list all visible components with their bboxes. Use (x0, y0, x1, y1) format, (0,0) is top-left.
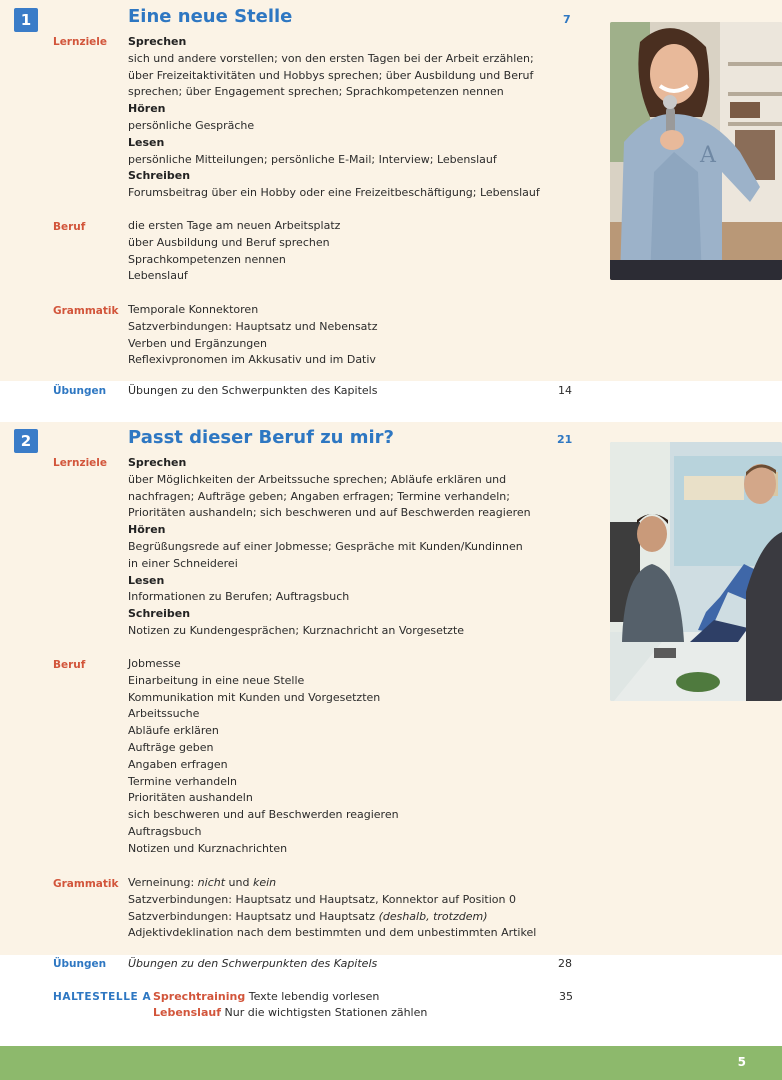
content-line: sich beschweren und auf Beschwerden reagieren (128, 808, 399, 822)
footer-bar (0, 1046, 782, 1080)
chapter-2-uebungen-page[interactable]: 28 (558, 957, 572, 970)
chapter-1-label-lernziele: Lernziele (53, 36, 108, 48)
content-line: Angaben erfragen (128, 757, 228, 771)
content-line: über Freizeitaktivitäten und Hobbys sprechen; über Ausbildung und Beruf (128, 68, 534, 82)
chapter-1-uebungen-page[interactable]: 14 (558, 384, 572, 397)
content-line: Kommunikation mit Kunden und Vorgesetzten (128, 690, 381, 704)
section-heading: Hören (128, 523, 166, 537)
chapter-2-uebungen-text: Übungen zu den Schwerpunkten des Kapitels (128, 957, 378, 970)
chapter-1-uebungen-label[interactable]: Übungen (53, 385, 107, 397)
chapter-1-beruf-lines (128, 218, 578, 285)
haltestelle-item-1 (153, 990, 379, 1003)
chapter-1-page[interactable]: 7 (563, 13, 571, 26)
haltestelle-item-2-label: Lebenslauf (153, 1006, 221, 1019)
content-line: Begrüßungsrede auf einer Jobmesse; Gespräche mit Kunden/Kundinnen (128, 539, 523, 553)
content-line: Aufträge geben (128, 740, 214, 754)
content-line: Prioritäten aushandeln; sich beschweren und auf Beschwerden reagieren (128, 506, 531, 520)
content-line: in einer Schneiderei (128, 556, 238, 570)
chapter-1-title[interactable]: Eine neue Stelle (128, 6, 293, 27)
chapter-2-label-lernziele: Lernziele (53, 457, 108, 469)
haltestelle-item-1-text: Texte lebendig vorlesen (248, 990, 380, 1003)
content-line: Satzverbindungen: Hauptsatz und Hauptsatz, Konnektor auf Position 0 (128, 892, 517, 906)
section-heading: Sprechen (128, 35, 187, 48)
content-line: persönliche Mitteilungen; persönliche E-Mail; Interview; Lebenslauf (128, 152, 497, 166)
chapter-2-lernziele-lines (128, 455, 578, 640)
content-line: Prioritäten aushandeln (128, 791, 253, 805)
content-line: Einarbeitung in eine neue Stelle (128, 673, 305, 687)
chapter-2-photo (610, 442, 782, 701)
chapter-2-page[interactable]: 21 (557, 433, 573, 446)
content-line: Lebenslauf (128, 269, 188, 283)
section-heading: Schreiben (128, 607, 191, 621)
content-line: sich und andere vorstellen; von den ersten Tagen bei der Arbeit erzählen; (128, 51, 534, 65)
chapter-2-number: 2 (14, 429, 38, 453)
chapter-2-grammatik-lines (128, 875, 578, 942)
content-line: Jobmesse (128, 657, 181, 670)
content-line: persönliche Gespräche (128, 118, 255, 132)
content-line: Verneinung: nicht und kein (128, 876, 277, 889)
chapter-2-title[interactable]: Passt dieser Beruf zu mir? (128, 427, 395, 448)
chapter-2-beruf-lines (128, 656, 578, 858)
content-line: Sprachkompetenzen nennen (128, 252, 286, 266)
footer-page-number: 5 (737, 1055, 746, 1069)
section-heading: Sprechen (128, 456, 187, 469)
content-line: Notizen und Kurznachrichten (128, 841, 288, 855)
chapter-2-label-grammatik: Grammatik (53, 878, 119, 890)
content-line: sprechen; über Engagement sprechen; Sprachkompetenzen nennen (128, 85, 504, 99)
content-line: über Ausbildung und Beruf sprechen (128, 235, 330, 249)
chapter-1-grammatik-lines (128, 302, 578, 369)
content-line: nachfragen; Aufträge geben; Angaben erfragen; Termine verhandeln; (128, 489, 510, 503)
chapter-1-number: 1 (14, 8, 38, 32)
content-line: Adjektivdeklination nach dem bestimmten und dem unbestimmten Artikel (128, 926, 537, 940)
section-heading: Hören (128, 102, 166, 116)
chapter-2-uebungen-label[interactable]: Übungen (53, 958, 107, 970)
svg-text:A: A (700, 143, 716, 168)
content-line: Satzverbindungen: Hauptsatz und Hauptsatz (deshalb, trotzdem) (128, 909, 488, 923)
content-line: Verben und Ergänzungen (128, 336, 268, 350)
section-heading: Schreiben (128, 169, 191, 183)
section-heading: Lesen (128, 573, 165, 587)
section-heading: Lesen (128, 135, 165, 149)
chapter-1-label-grammatik: Grammatik (53, 305, 119, 317)
content-line: Termine verhandeln (128, 774, 238, 788)
content-line: über Möglichkeiten der Arbeitssuche sprechen; Abläufe erklären und (128, 472, 507, 486)
chapter-2-label-beruf: Beruf (53, 659, 86, 671)
haltestelle-page[interactable]: 35 (559, 990, 573, 1003)
chapter-1-lernziele-lines (128, 34, 578, 202)
chapter-1-photo (610, 22, 782, 280)
content-line: Notizen zu Kundengesprächen; Kurznachricht an Vorgesetzte (128, 623, 465, 637)
chapter-1-uebungen-text: Übungen zu den Schwerpunkten des Kapitels (128, 384, 378, 397)
chapter-1-label-beruf: Beruf (53, 221, 86, 233)
haltestelle-item-2 (153, 1006, 427, 1019)
content-line: Reflexivpronomen im Akkusativ und im Dativ (128, 353, 376, 367)
content-line: Satzverbindungen: Hauptsatz und Nebensatz (128, 319, 378, 333)
haltestelle-item-2-text: Nur die wichtigsten Stationen zählen (224, 1006, 428, 1019)
haltestelle-item-1-label: Sprechtraining (153, 990, 246, 1003)
content-line: Abläufe erklären (128, 724, 219, 738)
haltestelle-label: HALTESTELLE A (53, 991, 152, 1003)
content-line: Informationen zu Berufen; Auftragsbuch (128, 590, 350, 604)
content-line: die ersten Tage am neuen Arbeitsplatz (128, 219, 341, 232)
content-line: Temporale Konnektoren (128, 303, 259, 316)
content-line: Arbeitssuche (128, 707, 200, 721)
content-line: Forumsbeitrag über ein Hobby oder eine Freizeitbeschäftigung; Lebenslauf (128, 186, 540, 200)
content-line: Auftragsbuch (128, 824, 202, 838)
